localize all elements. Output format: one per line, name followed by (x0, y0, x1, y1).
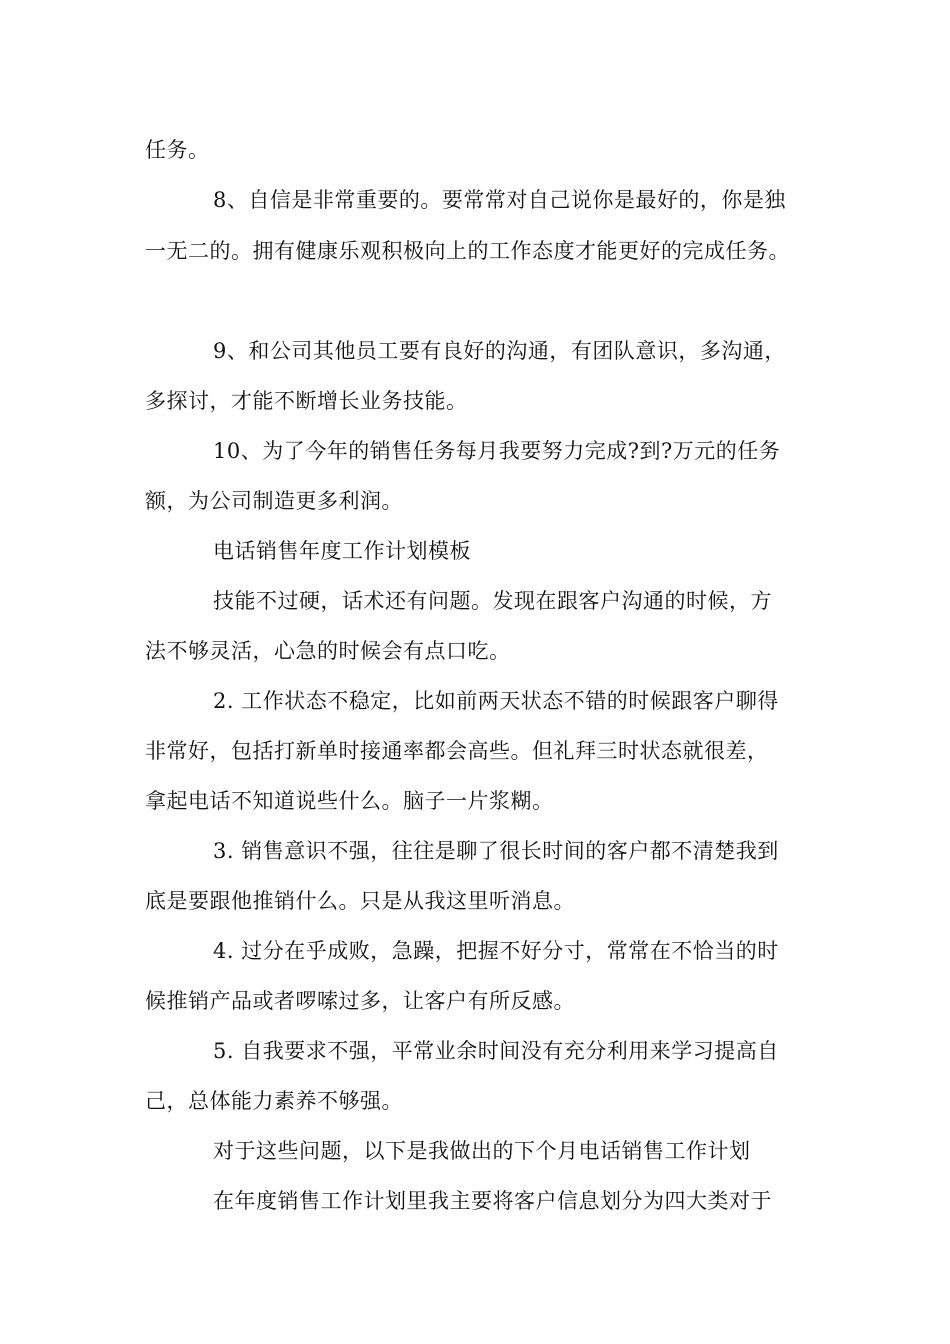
text-line: 额，为公司制造更多利润。 (145, 489, 403, 513)
text-line: 4. 过分在乎成败，急躁，把握不好分寸，常常在不恰当的时 (213, 939, 779, 963)
text-line: 对于这些问题，以下是我做出的下个月电话销售工作计划 (213, 1139, 751, 1163)
text-line: 己，总体能力素养不够强。 (145, 1089, 403, 1113)
text-line: 2. 工作状态不稳定，比如前两天状态不错的时候跟客户聊得 (213, 689, 779, 713)
text-line: 3. 销售意识不强，往往是聊了很长时间的客户都不清楚我到 (213, 839, 779, 863)
text-line: 一无二的。拥有健康乐观积极向上的工作态度才能更好的完成任务。 (145, 239, 790, 263)
text-line: 在年度销售工作计划里我主要将客户信息划分为四大类对于 (213, 1189, 772, 1213)
text-line: 技能不过硬，话术还有问题。发现在跟客户沟通的时候，方 (213, 589, 772, 613)
text-line: 多探讨，才能不断增长业务技能。 (145, 389, 468, 413)
text-line: 5. 自我要求不强，平常业余时间没有充分利用来学习提高自 (213, 1039, 779, 1063)
text-line: 9、和公司其他员工要有良好的沟通，有团队意识，多沟通， (213, 339, 786, 363)
text-line: 候推销产品或者啰嗦过多，让客户有所反感。 (145, 989, 575, 1013)
text-line: 10、为了今年的销售任务每月我要努力完成?到?万元的任务 (213, 439, 781, 463)
text-line: 8、自信是非常重要的。要常常对自己说你是最好的，你是独 (213, 188, 786, 212)
text-line: 法不够灵活，心急的时候会有点口吃。 (145, 639, 511, 663)
text-line: 任务。 (145, 138, 210, 162)
text-line: 拿起电话不知道说些什么。脑子一片浆糊。 (145, 789, 554, 813)
text-line: 非常好，包括打新单时接通率都会高些。但礼拜三时状态就很差， (145, 739, 769, 763)
section-title: 电话销售年度工作计划模板 (213, 539, 471, 563)
text-line: 底是要跟他推销什么。只是从我这里听消息。 (145, 889, 575, 913)
